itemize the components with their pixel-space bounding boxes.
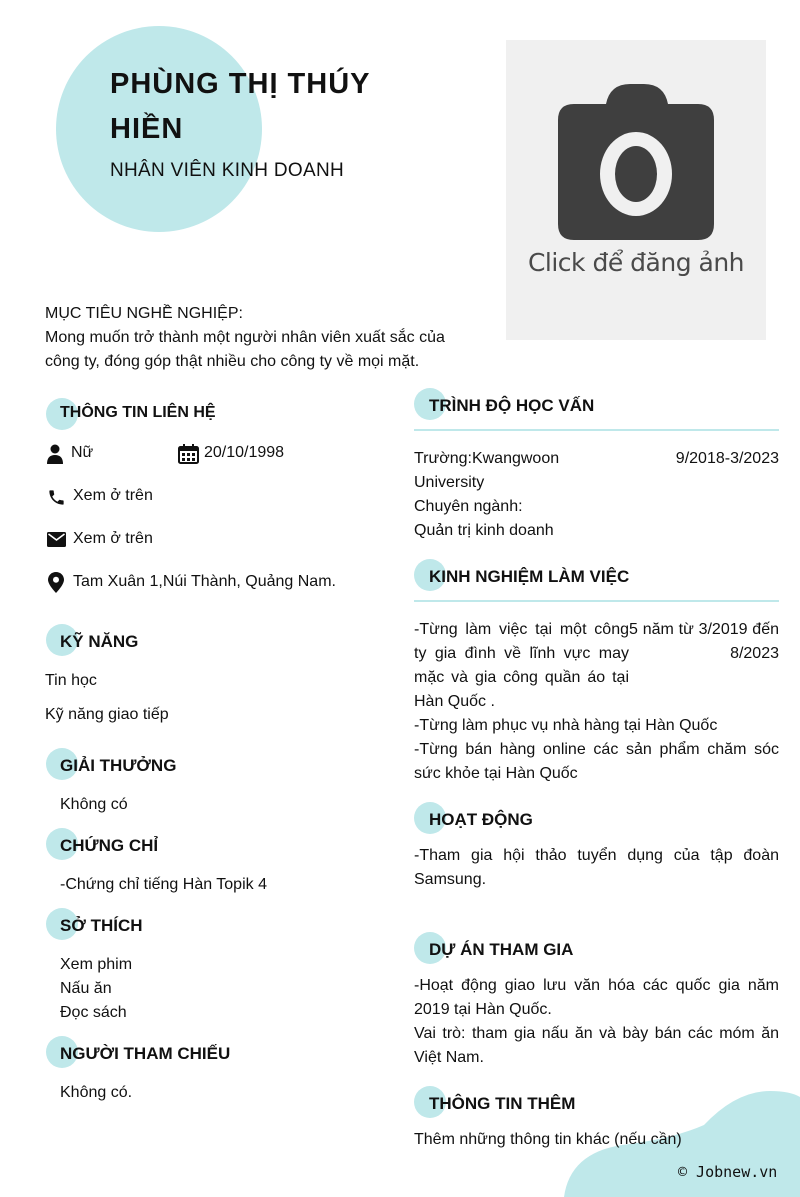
projects-role: Vai trò: tham gia nấu ăn và bày bán các móm ăn Việt Nam.	[414, 1025, 779, 1066]
objective-label: MỤC TIÊU NGHỀ NGHIỆP:	[45, 305, 243, 322]
candidate-name: PHÙNG THỊ THÚY HIỀN	[110, 68, 370, 145]
experience-item: -Từng làm việc tại một công ty gia đình về lĩnh vực may mặc và gia công quần áo tại Hàn Quốc .	[414, 621, 629, 710]
hobby-item: Nấu ăn	[60, 980, 112, 997]
awards-text: Không có	[60, 796, 128, 813]
photo-upload[interactable]	[506, 40, 766, 340]
email-icon	[47, 532, 66, 547]
education-major-label: Chuyên ngành:	[414, 498, 523, 515]
contact-phone: Xem ở trên	[73, 487, 153, 504]
references-text: Không có.	[60, 1084, 133, 1101]
awards-section-title: GIẢI THƯỞNG	[60, 756, 177, 775]
certificates-text: -Chứng chỉ tiếng Hàn Topik 4	[60, 876, 267, 893]
camera-icon	[558, 84, 714, 240]
career-objective	[45, 302, 465, 374]
extra-section-title: THÔNG TIN THÊM	[429, 1094, 576, 1113]
extra-text: Thêm những thông tin khác (nếu cần)	[414, 1131, 682, 1148]
contact-address: Tam Xuân 1,Núi Thành, Quảng Nam.	[73, 573, 336, 590]
hobby-item: Đọc sách	[60, 1004, 127, 1021]
location-pin-icon	[48, 572, 64, 593]
contact-email: Xem ở trên	[73, 530, 153, 547]
activities-text: -Tham gia hội thảo tuyển dụng của tập đoàn Samsung.	[414, 847, 779, 888]
education-school: Trường:Kwangwoon University	[414, 450, 560, 491]
contact-birthday: 20/10/1998	[204, 444, 285, 461]
person-icon	[47, 444, 63, 464]
education-major: Quản trị kinh doanh	[414, 522, 554, 539]
references-section-title: NGƯỜI THAM CHIẾU	[60, 1044, 231, 1063]
contact-gender: Nữ	[71, 444, 94, 461]
education-divider	[414, 429, 779, 431]
skills-section-title: KỸ NĂNG	[60, 632, 139, 651]
phone-icon	[47, 488, 66, 507]
calendar-icon	[178, 444, 199, 464]
experience-item: -Từng bán hàng online các sản phẩm chăm sóc sức khỏe tại Hàn Quốc	[414, 741, 779, 782]
copyright-notice[interactable]: © Jobnew.vn	[678, 1163, 778, 1181]
experience-item: -Từng làm phục vụ nhà hàng tại Hàn Quốc	[414, 717, 718, 734]
projects-section-title: DỰ ÁN THAM GIA	[429, 940, 574, 959]
experience-section-title: KINH NGHIỆM LÀM VIỆC	[429, 567, 630, 586]
hobbies-section-title: SỞ THÍCH	[60, 916, 143, 935]
photo-upload-caption: Click để đăng ảnh	[527, 248, 745, 277]
objective-text: Mong muốn trở thành một người nhân viên xuất sắc của công ty, đóng góp thật nhiều cho công ty về mọi mặt.	[45, 329, 445, 370]
experience-period: 5 năm từ 3/2019 đến 8/2023	[629, 621, 779, 662]
skill-item: Tin học	[45, 672, 97, 689]
candidate-job-title: NHÂN VIÊN KINH DOANH	[110, 160, 345, 181]
activities-section-title: HOẠT ĐỘNG	[429, 810, 533, 829]
certificates-section-title: CHỨNG CHỈ	[60, 836, 159, 855]
contact-section-title: THÔNG TIN LIÊN HỆ	[60, 404, 216, 421]
education-section-title: TRÌNH ĐỘ HỌC VẤN	[429, 396, 595, 415]
skill-item: Kỹ năng giao tiếp	[45, 706, 169, 723]
projects-text: -Hoạt động giao lưu văn hóa các quốc gia năm 2019 tại Hàn Quốc.	[414, 977, 779, 1018]
experience-divider	[414, 600, 779, 602]
education-period: 9/2018-3/2023	[675, 450, 779, 467]
hobby-item: Xem phim	[60, 956, 133, 973]
